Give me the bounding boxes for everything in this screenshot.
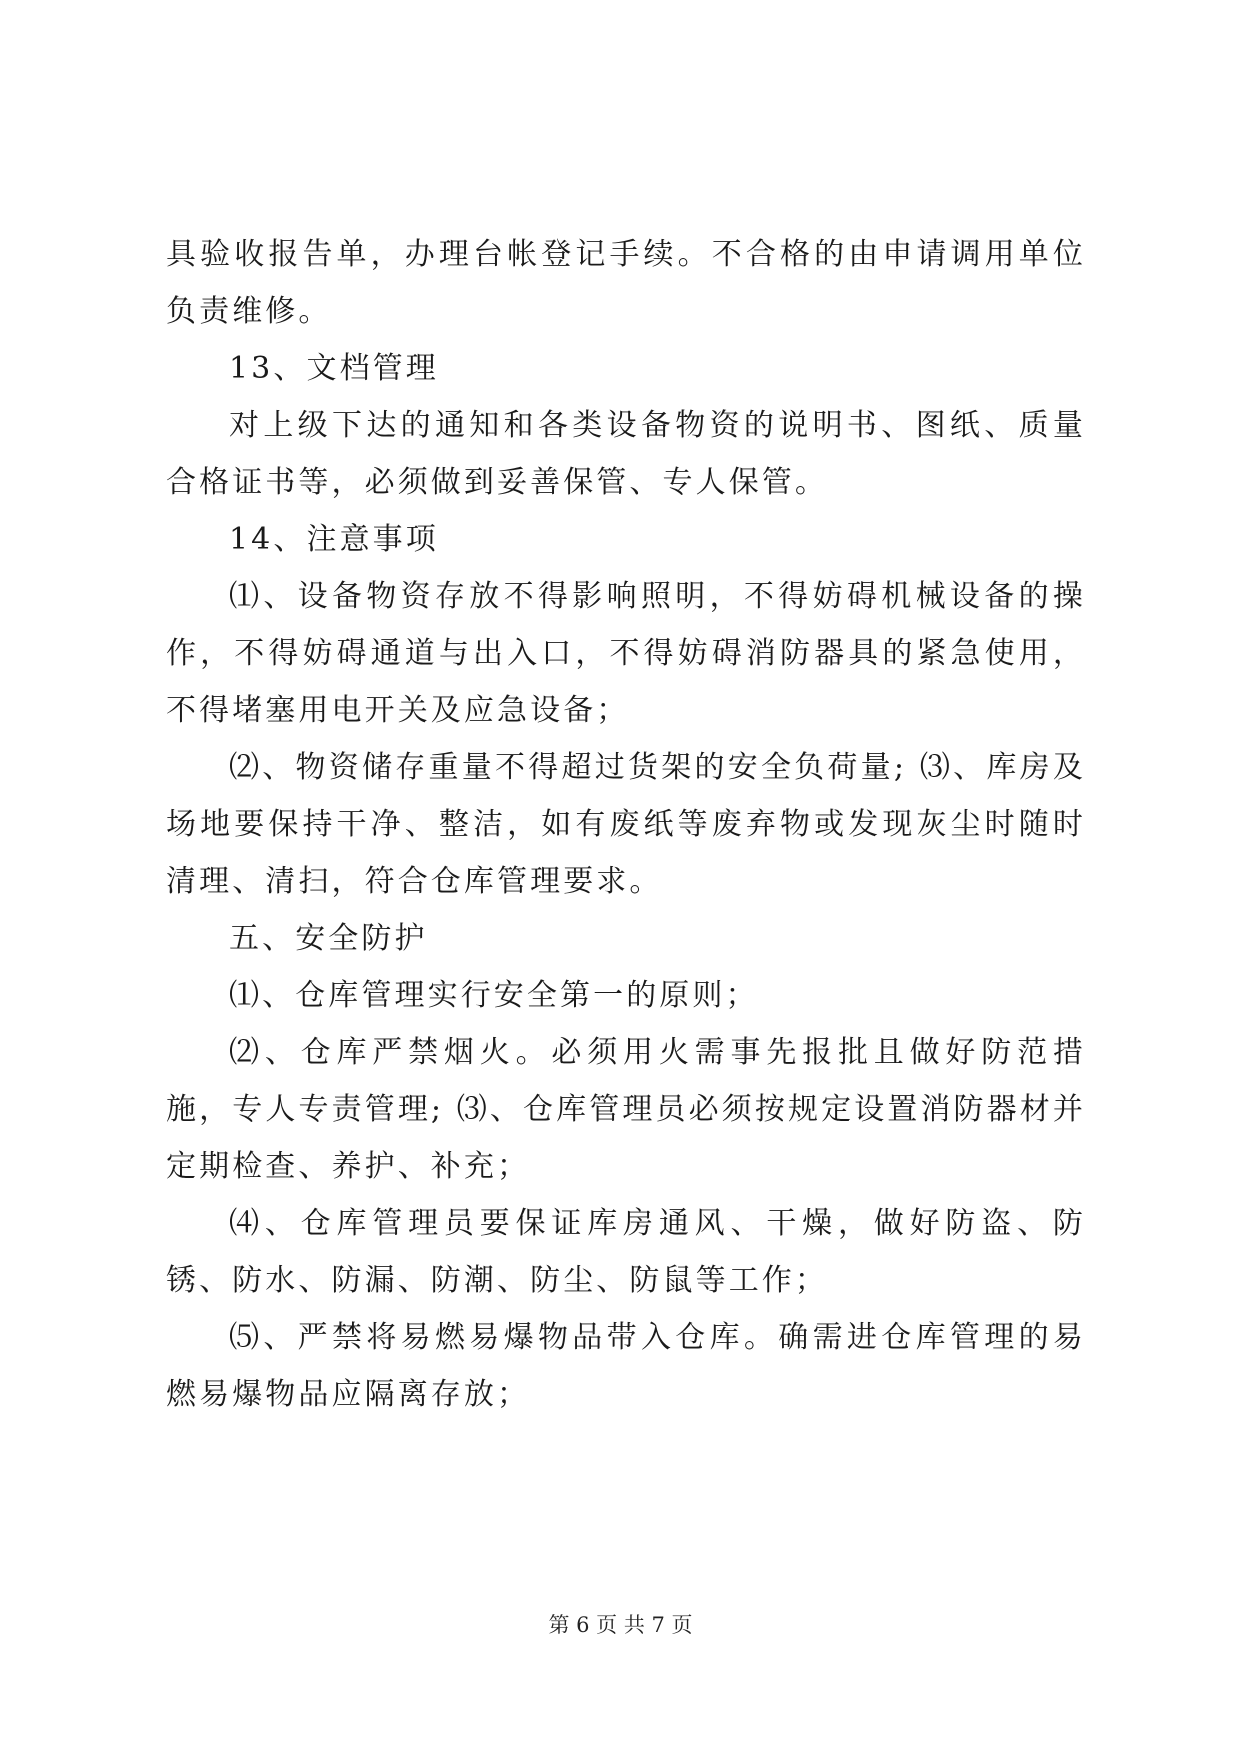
section-heading-14: 14、注意事项 — [229, 522, 439, 557]
section-heading-safety: 五、安全防护 — [229, 921, 428, 956]
paragraph-safety-2-3: ⑵、仓库严禁烟火。必须用火需事先报批且做好防范措施，专人专责管理; ⑶、仓库管理员必须按规定设置消防器材并定期检查、养护、补充； — [166, 1035, 1086, 1184]
paragraph-document-management: 对上级下达的通知和各类设备物资的说明书、图纸、质量合格证书等，必须做到妥善保管、专人保管。 — [166, 408, 1086, 500]
paragraph-safety-1: ⑴、仓库管理实行安全第一的原则； — [229, 978, 759, 1013]
document-body — [166, 226, 1086, 1423]
paragraph-continuation: 具验收报告单，办理台帐登记手续。不合格的由申请调用单位负责维修。 — [166, 237, 1086, 329]
paragraph-safety-5: ⑸、严禁将易燃易爆物品带入仓库。确需进仓库管理的易燃易爆物品应隔离存放； — [166, 1320, 1086, 1412]
paragraph-note-2-3: ⑵、物资储存重量不得超过货架的安全负荷量; ⑶、库房及场地要保持干净、整洁，如有废纸等废弃物或发现灰尘时随时清理、清扫，符合仓库管理要求。 — [166, 750, 1086, 899]
paragraph-safety-4: ⑷、仓库管理员要保证库房通风、干燥，做好防盗、防锈、防水、防漏、防潮、防尘、防鼠等工作； — [166, 1206, 1086, 1298]
page-number-footer: 第 6 页 共 7 页 — [548, 1613, 693, 1637]
paragraph-note-1: ⑴、设备物资存放不得影响照明，不得妨碍机械设备的操作，不得妨碍通道与出入口，不得妨碍消防器具的紧急使用，不得堵塞用电开关及应急设备； — [166, 579, 1086, 728]
section-heading-13: 13、文档管理 — [229, 351, 439, 386]
